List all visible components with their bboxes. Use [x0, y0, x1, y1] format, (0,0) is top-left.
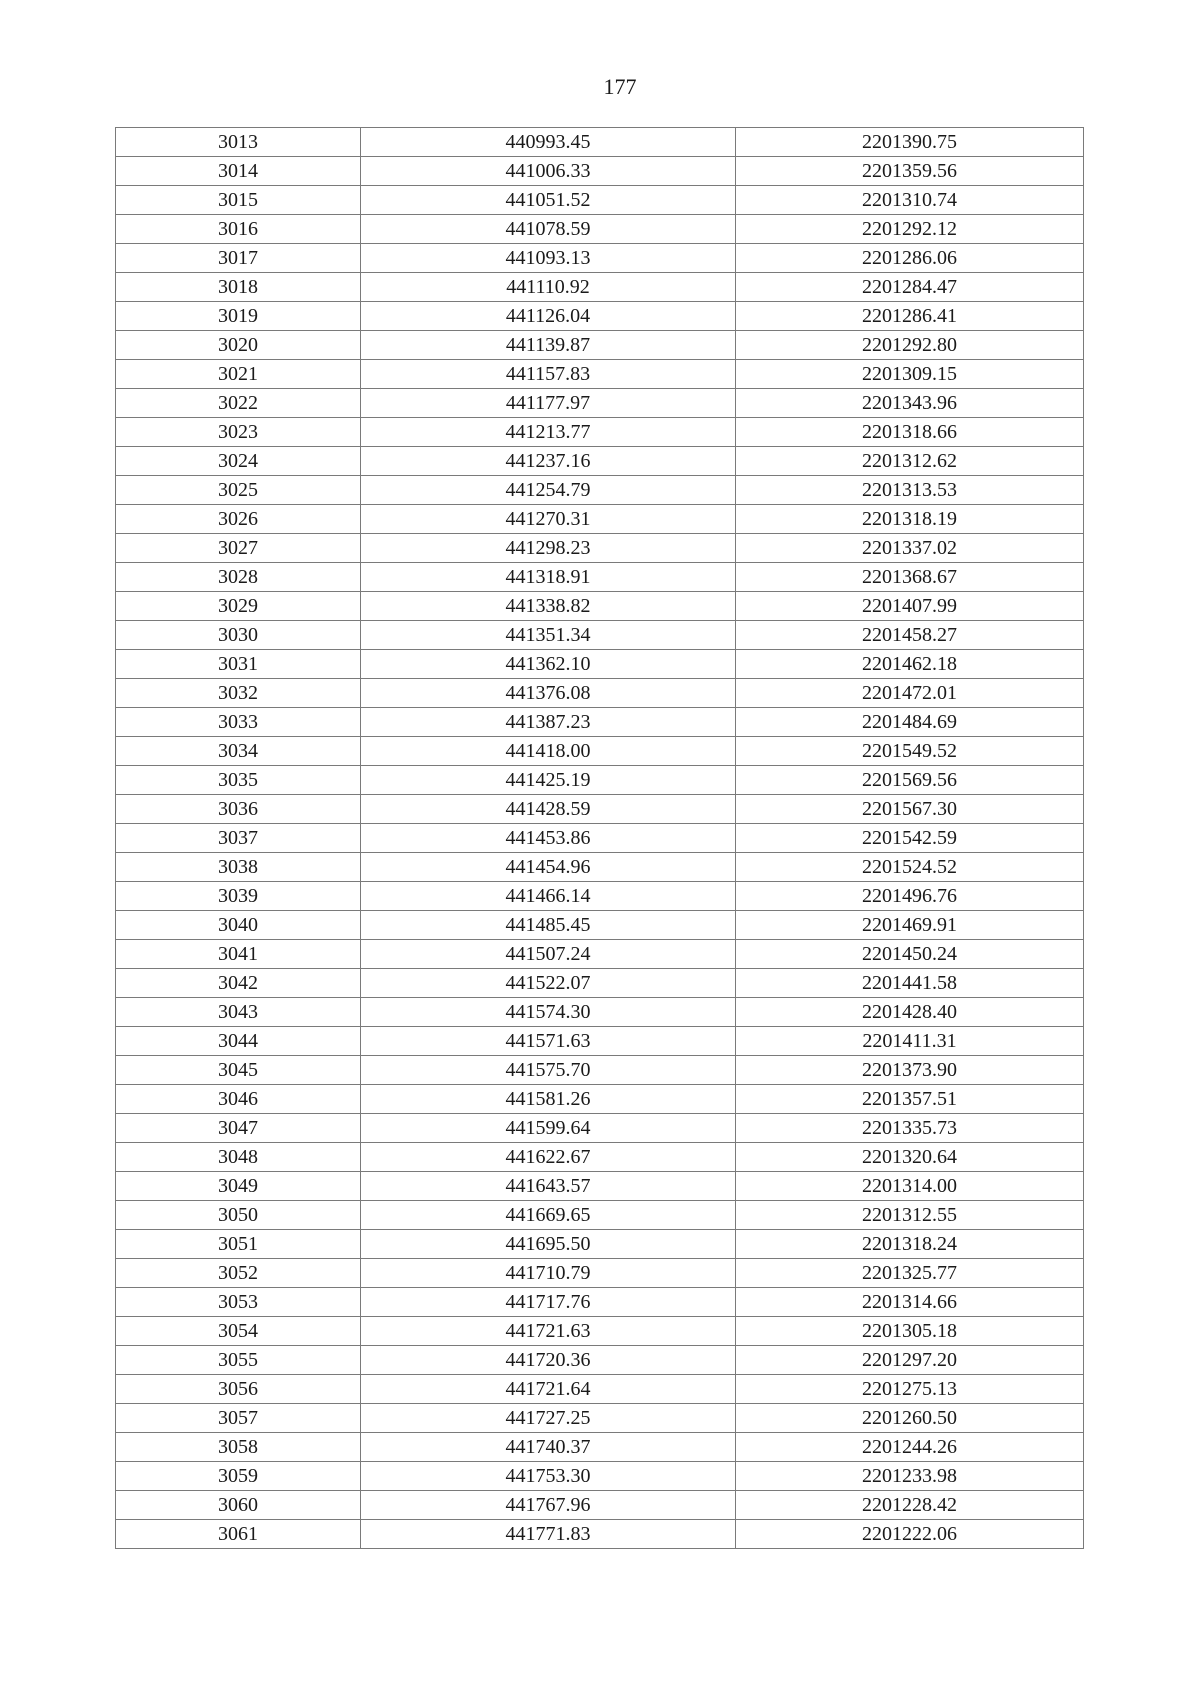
y-coordinate-cell: 2201335.73	[736, 1114, 1084, 1143]
y-coordinate-cell: 2201312.62	[736, 447, 1084, 476]
table-row	[116, 969, 1084, 998]
table-row	[116, 1056, 1084, 1085]
y-coordinate-cell: 2201542.59	[736, 824, 1084, 853]
table-row	[116, 1520, 1084, 1549]
table-row	[116, 650, 1084, 679]
point-number-cell: 3045	[116, 1056, 361, 1085]
table-row	[116, 534, 1084, 563]
x-coordinate-cell: 441051.52	[361, 186, 736, 215]
point-number-cell: 3017	[116, 244, 361, 273]
x-coordinate-cell: 441270.31	[361, 505, 736, 534]
table-row	[116, 244, 1084, 273]
point-number-cell: 3047	[116, 1114, 361, 1143]
x-coordinate-cell: 441237.16	[361, 447, 736, 476]
point-number-cell: 3021	[116, 360, 361, 389]
x-coordinate-cell: 441574.30	[361, 998, 736, 1027]
y-coordinate-cell: 2201325.77	[736, 1259, 1084, 1288]
table-row	[116, 737, 1084, 766]
y-coordinate-cell: 2201320.64	[736, 1143, 1084, 1172]
point-number-cell: 3027	[116, 534, 361, 563]
point-number-cell: 3014	[116, 157, 361, 186]
point-number-cell: 3049	[116, 1172, 361, 1201]
x-coordinate-cell: 441771.83	[361, 1520, 736, 1549]
page-number: 177	[603, 74, 637, 99]
table-row	[116, 505, 1084, 534]
point-number-cell: 3028	[116, 563, 361, 592]
point-number-cell: 3019	[116, 302, 361, 331]
x-coordinate-cell: 441139.87	[361, 331, 736, 360]
table-row	[116, 1085, 1084, 1114]
point-number-cell: 3032	[116, 679, 361, 708]
y-coordinate-cell: 2201284.47	[736, 273, 1084, 302]
x-coordinate-cell: 441093.13	[361, 244, 736, 273]
x-coordinate-cell: 441522.07	[361, 969, 736, 998]
x-coordinate-cell: 441740.37	[361, 1433, 736, 1462]
x-coordinate-cell: 441581.26	[361, 1085, 736, 1114]
table-row	[116, 911, 1084, 940]
table-row	[116, 1462, 1084, 1491]
point-number-cell: 3024	[116, 447, 361, 476]
point-number-cell: 3030	[116, 621, 361, 650]
x-coordinate-cell: 441599.64	[361, 1114, 736, 1143]
table-row	[116, 1143, 1084, 1172]
table-row	[116, 302, 1084, 331]
point-number-cell: 3061	[116, 1520, 361, 1549]
point-number-cell: 3052	[116, 1259, 361, 1288]
coordinates-table	[115, 127, 1084, 1549]
x-coordinate-cell: 441338.82	[361, 592, 736, 621]
y-coordinate-cell: 2201292.80	[736, 331, 1084, 360]
y-coordinate-cell: 2201458.27	[736, 621, 1084, 650]
y-coordinate-cell: 2201310.74	[736, 186, 1084, 215]
x-coordinate-cell: 441669.65	[361, 1201, 736, 1230]
x-coordinate-cell: 441466.14	[361, 882, 736, 911]
x-coordinate-cell: 441078.59	[361, 215, 736, 244]
y-coordinate-cell: 2201469.91	[736, 911, 1084, 940]
table-row	[116, 1201, 1084, 1230]
y-coordinate-cell: 2201357.51	[736, 1085, 1084, 1114]
x-coordinate-cell: 441254.79	[361, 476, 736, 505]
table-row	[116, 563, 1084, 592]
table-row	[116, 1317, 1084, 1346]
x-coordinate-cell: 441767.96	[361, 1491, 736, 1520]
x-coordinate-cell: 441710.79	[361, 1259, 736, 1288]
y-coordinate-cell: 2201462.18	[736, 650, 1084, 679]
x-coordinate-cell: 441453.86	[361, 824, 736, 853]
point-number-cell: 3053	[116, 1288, 361, 1317]
y-coordinate-cell: 2201260.50	[736, 1404, 1084, 1433]
point-number-cell: 3023	[116, 418, 361, 447]
x-coordinate-cell: 441721.64	[361, 1375, 736, 1404]
table-row	[116, 389, 1084, 418]
point-number-cell: 3031	[116, 650, 361, 679]
table-row	[116, 476, 1084, 505]
point-number-cell: 3055	[116, 1346, 361, 1375]
point-number-cell: 3036	[116, 795, 361, 824]
point-number-cell: 3018	[116, 273, 361, 302]
table-row	[116, 592, 1084, 621]
point-number-cell: 3029	[116, 592, 361, 621]
point-number-cell: 3041	[116, 940, 361, 969]
point-number-cell: 3026	[116, 505, 361, 534]
point-number-cell: 3050	[116, 1201, 361, 1230]
x-coordinate-cell: 441717.76	[361, 1288, 736, 1317]
point-number-cell: 3056	[116, 1375, 361, 1404]
x-coordinate-cell: 441298.23	[361, 534, 736, 563]
x-coordinate-cell: 441454.96	[361, 853, 736, 882]
x-coordinate-cell: 441126.04	[361, 302, 736, 331]
point-number-cell: 3058	[116, 1433, 361, 1462]
x-coordinate-cell: 441425.19	[361, 766, 736, 795]
y-coordinate-cell: 2201407.99	[736, 592, 1084, 621]
y-coordinate-cell: 2201549.52	[736, 737, 1084, 766]
point-number-cell: 3059	[116, 1462, 361, 1491]
table-row	[116, 418, 1084, 447]
table-row	[116, 853, 1084, 882]
point-number-cell: 3051	[116, 1230, 361, 1259]
x-coordinate-cell: 441110.92	[361, 273, 736, 302]
y-coordinate-cell: 2201428.40	[736, 998, 1084, 1027]
x-coordinate-cell: 440993.45	[361, 128, 736, 157]
y-coordinate-cell: 2201314.00	[736, 1172, 1084, 1201]
y-coordinate-cell: 2201286.06	[736, 244, 1084, 273]
point-number-cell: 3020	[116, 331, 361, 360]
y-coordinate-cell: 2201318.19	[736, 505, 1084, 534]
point-number-cell: 3060	[116, 1491, 361, 1520]
x-coordinate-cell: 441006.33	[361, 157, 736, 186]
x-coordinate-cell: 441753.30	[361, 1462, 736, 1491]
point-number-cell: 3046	[116, 1085, 361, 1114]
x-coordinate-cell: 441622.67	[361, 1143, 736, 1172]
x-coordinate-cell: 441351.34	[361, 621, 736, 650]
table-row	[116, 1259, 1084, 1288]
table-row	[116, 186, 1084, 215]
table-row	[116, 1375, 1084, 1404]
table-row	[116, 679, 1084, 708]
y-coordinate-cell: 2201373.90	[736, 1056, 1084, 1085]
point-number-cell: 3022	[116, 389, 361, 418]
point-number-cell: 3042	[116, 969, 361, 998]
point-number-cell: 3025	[116, 476, 361, 505]
y-coordinate-cell: 2201359.56	[736, 157, 1084, 186]
y-coordinate-cell: 2201390.75	[736, 128, 1084, 157]
table-row	[116, 766, 1084, 795]
table-row	[116, 1114, 1084, 1143]
point-number-cell: 3054	[116, 1317, 361, 1346]
table-row	[116, 128, 1084, 157]
coordinates-table-container	[115, 127, 1083, 1549]
point-number-cell: 3040	[116, 911, 361, 940]
y-coordinate-cell: 2201286.41	[736, 302, 1084, 331]
table-row	[116, 998, 1084, 1027]
y-coordinate-cell: 2201484.69	[736, 708, 1084, 737]
table-row	[116, 708, 1084, 737]
y-coordinate-cell: 2201318.66	[736, 418, 1084, 447]
y-coordinate-cell: 2201472.01	[736, 679, 1084, 708]
x-coordinate-cell: 441376.08	[361, 679, 736, 708]
table-row	[116, 882, 1084, 911]
table-row	[116, 1433, 1084, 1462]
x-coordinate-cell: 441571.63	[361, 1027, 736, 1056]
x-coordinate-cell: 441177.97	[361, 389, 736, 418]
x-coordinate-cell: 441485.45	[361, 911, 736, 940]
y-coordinate-cell: 2201337.02	[736, 534, 1084, 563]
y-coordinate-cell: 2201292.12	[736, 215, 1084, 244]
y-coordinate-cell: 2201441.58	[736, 969, 1084, 998]
table-row	[116, 1288, 1084, 1317]
table-row	[116, 795, 1084, 824]
x-coordinate-cell: 441213.77	[361, 418, 736, 447]
y-coordinate-cell: 2201318.24	[736, 1230, 1084, 1259]
x-coordinate-cell: 441643.57	[361, 1172, 736, 1201]
point-number-cell: 3035	[116, 766, 361, 795]
table-row	[116, 331, 1084, 360]
y-coordinate-cell: 2201450.24	[736, 940, 1084, 969]
point-number-cell: 3038	[116, 853, 361, 882]
x-coordinate-cell: 441721.63	[361, 1317, 736, 1346]
point-number-cell: 3039	[116, 882, 361, 911]
table-row	[116, 447, 1084, 476]
y-coordinate-cell: 2201228.42	[736, 1491, 1084, 1520]
table-row	[116, 157, 1084, 186]
x-coordinate-cell: 441727.25	[361, 1404, 736, 1433]
table-row	[116, 215, 1084, 244]
table-row	[116, 1172, 1084, 1201]
point-number-cell: 3044	[116, 1027, 361, 1056]
table-row	[116, 360, 1084, 389]
table-row	[116, 621, 1084, 650]
point-number-cell: 3057	[116, 1404, 361, 1433]
x-coordinate-cell: 441507.24	[361, 940, 736, 969]
table-row	[116, 1404, 1084, 1433]
y-coordinate-cell: 2201314.66	[736, 1288, 1084, 1317]
y-coordinate-cell: 2201496.76	[736, 882, 1084, 911]
y-coordinate-cell: 2201411.31	[736, 1027, 1084, 1056]
y-coordinate-cell: 2201569.56	[736, 766, 1084, 795]
y-coordinate-cell: 2201309.15	[736, 360, 1084, 389]
table-row	[116, 1491, 1084, 1520]
y-coordinate-cell: 2201244.26	[736, 1433, 1084, 1462]
table-row	[116, 1027, 1084, 1056]
table-row	[116, 273, 1084, 302]
y-coordinate-cell: 2201275.13	[736, 1375, 1084, 1404]
y-coordinate-cell: 2201313.53	[736, 476, 1084, 505]
y-coordinate-cell: 2201524.52	[736, 853, 1084, 882]
y-coordinate-cell: 2201233.98	[736, 1462, 1084, 1491]
x-coordinate-cell: 441720.36	[361, 1346, 736, 1375]
point-number-cell: 3015	[116, 186, 361, 215]
table-row	[116, 824, 1084, 853]
y-coordinate-cell: 2201368.67	[736, 563, 1084, 592]
x-coordinate-cell: 441418.00	[361, 737, 736, 766]
point-number-cell: 3048	[116, 1143, 361, 1172]
x-coordinate-cell: 441575.70	[361, 1056, 736, 1085]
table-body	[116, 128, 1084, 1549]
x-coordinate-cell: 441695.50	[361, 1230, 736, 1259]
x-coordinate-cell: 441157.83	[361, 360, 736, 389]
x-coordinate-cell: 441318.91	[361, 563, 736, 592]
y-coordinate-cell: 2201222.06	[736, 1520, 1084, 1549]
table-row	[116, 1230, 1084, 1259]
point-number-cell: 3043	[116, 998, 361, 1027]
point-number-cell: 3034	[116, 737, 361, 766]
point-number-cell: 3013	[116, 128, 361, 157]
y-coordinate-cell: 2201305.18	[736, 1317, 1084, 1346]
x-coordinate-cell: 441428.59	[361, 795, 736, 824]
x-coordinate-cell: 441387.23	[361, 708, 736, 737]
point-number-cell: 3037	[116, 824, 361, 853]
y-coordinate-cell: 2201567.30	[736, 795, 1084, 824]
y-coordinate-cell: 2201312.55	[736, 1201, 1084, 1230]
point-number-cell: 3033	[116, 708, 361, 737]
y-coordinate-cell: 2201297.20	[736, 1346, 1084, 1375]
x-coordinate-cell: 441362.10	[361, 650, 736, 679]
y-coordinate-cell: 2201343.96	[736, 389, 1084, 418]
table-row	[116, 940, 1084, 969]
table-row	[116, 1346, 1084, 1375]
point-number-cell: 3016	[116, 215, 361, 244]
